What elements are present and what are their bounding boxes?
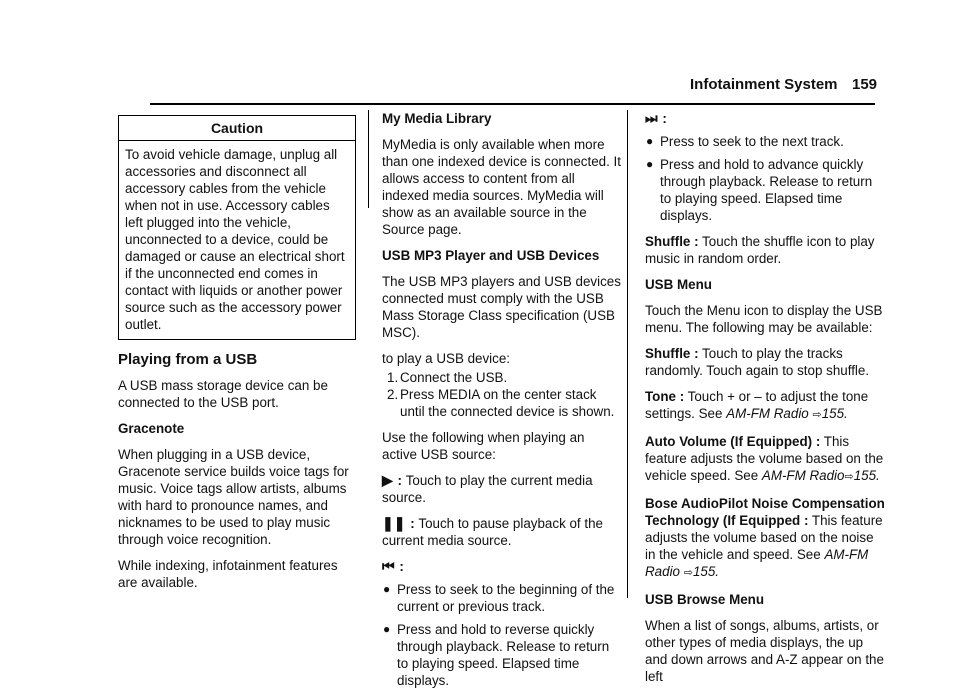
paragraph: to play a USB device: <box>382 351 511 366</box>
header-rule <box>150 103 875 105</box>
column-divider <box>368 110 369 208</box>
column-left <box>118 110 356 600</box>
next-track-bullets <box>645 133 885 224</box>
play-icon: ▶ <box>382 472 393 488</box>
column-divider <box>627 110 628 598</box>
shuffle-description: Shuffle : Touch the shuffle icon to play music in random order. <box>645 234 875 266</box>
pause-description: ❚❚ : Touch to pause playback of the current media source. <box>382 515 603 548</box>
paragraph: Touch the Menu icon to display the USB menu. The following may be available: <box>645 303 883 335</box>
paragraph: MyMedia is only available when more than one indexed device is connected. It allows access to content from all indexed media sources. MyMedia will show as an available source in the Source page. <box>382 137 621 237</box>
bullet-item: ● Press and hold to advance quickly through playback. Release to return to playing speed. Elapsed time displays. <box>646 157 873 223</box>
subheading-usb-players: USB MP3 Player and USB Devices <box>382 248 600 263</box>
tone-description: Tone : Touch + or – to adjust the tone settings. See AM-FM Radio ⇨155. <box>645 389 869 421</box>
paragraph: While indexing, infotainment features are available. <box>118 558 338 590</box>
cross-reference-link[interactable]: AM-FM Radio <box>726 406 809 421</box>
bullet-icon: ● <box>646 157 654 171</box>
column-right <box>645 110 885 694</box>
shuffle-menu-description: Shuffle : Touch to play the tracks randomly. Touch again to stop shuffle. <box>645 346 870 378</box>
paragraph: Use the following when playing an active USB source: <box>382 430 585 462</box>
paragraph: When a list of songs, albums, artists, or other types of media displays, the up and down arrows and A-Z appear on the left <box>645 618 884 684</box>
bullet-icon: ● <box>646 134 654 148</box>
caution-text: To avoid vehicle damage, unplug all accessories and disconnect all accessory cables from the vehicle when not in use. Accessory cables left plugged into the vehicle, unconnected to a device, could be damaged or cause an electrical short if the unconnected end comes in contact with liquids or another power source such as the accessory power outlet. <box>125 147 345 332</box>
caution-title: Caution <box>119 116 355 141</box>
caution-box <box>118 115 356 340</box>
paragraph: A USB mass storage device can be connected to the USB port. <box>118 378 328 410</box>
bullet-icon: ● <box>383 582 391 596</box>
bullet-item: ● Press to seek to the beginning of the current or previous track. <box>383 582 615 614</box>
bullet-item: ● Press to seek to the next track. <box>646 134 844 149</box>
step-item: 2. Press MEDIA on the center stack until the connected device is shown. <box>387 387 615 419</box>
page-header <box>0 76 960 104</box>
next-track-icon: ⏭ <box>645 110 658 126</box>
paragraph: When plugging in a USB device, Gracenote service builds voice tags for music. Voice tags allow artists, albums with hard to pronounce names, and nicknames to be used to play music through voice recognition. <box>118 447 349 547</box>
cross-reference-link[interactable]: AM-FM Radio <box>761 468 845 483</box>
play-description: ▶ : Touch to play the current media source. <box>382 472 593 505</box>
section-title: Infotainment System <box>690 76 838 93</box>
subheading-my-media: My Media Library <box>382 111 492 126</box>
section-heading: Playing from a USB <box>118 351 258 368</box>
reference-arrow-icon: ⇨ <box>683 567 693 579</box>
bose-description: Bose AudioPilot Noise Compensation Technology (If Equipped : This feature adjusts the volume based on the noise in the vehicle and speed. See AM-FM Radio ⇨155. <box>645 496 885 579</box>
bullet-icon: ● <box>383 622 391 636</box>
previous-track-heading: ⏮ : <box>382 558 404 574</box>
auto-volume-description: Auto Volume (If Equipped) : This feature adjusts the volume based on the vehicle speed. See AM-FM Radio⇨155. <box>645 434 884 483</box>
pause-icon: ❚❚ <box>382 515 406 531</box>
previous-track-icon: ⏮ <box>382 558 395 574</box>
subheading-usb-browse: USB Browse Menu <box>645 592 765 607</box>
page-number: 159 <box>852 76 878 93</box>
bullet-item: ● Press and hold to reverse quickly through playback. Release to return to playing speed. Elapsed time displays. <box>383 622 610 688</box>
reference-arrow-icon: ⇨ <box>812 409 822 421</box>
next-track-heading: ⏭ : <box>645 110 667 126</box>
previous-track-bullets <box>382 581 622 689</box>
reference-arrow-icon: ⇨ <box>844 471 854 483</box>
step-item: 1. Connect the USB. <box>387 370 508 385</box>
subheading-usb-menu: USB Menu <box>645 277 712 292</box>
subheading-gracenote: Gracenote <box>118 421 185 436</box>
steps-list <box>382 369 622 420</box>
paragraph: The USB MP3 players and USB devices connected must comply with the USB Mass Storage Class specification (USB MSC). <box>382 274 621 340</box>
cross-reference-link[interactable]: AM-FM Radio <box>645 547 869 579</box>
column-middle <box>382 110 622 698</box>
